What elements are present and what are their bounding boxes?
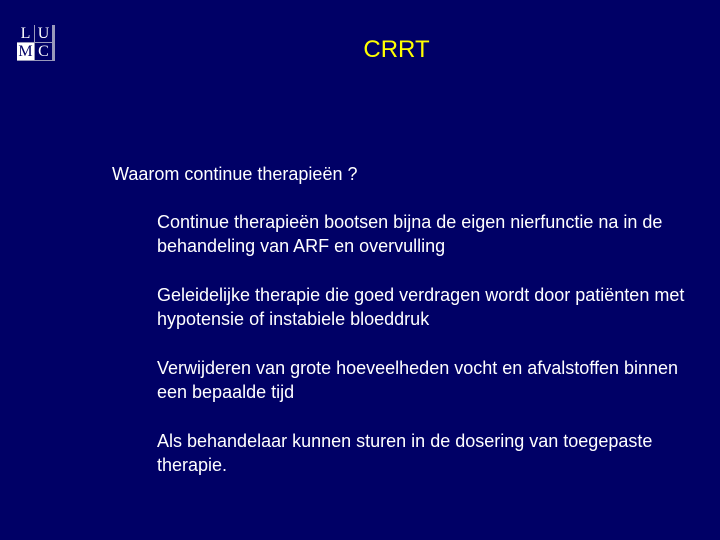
slide-title: CRRT xyxy=(363,36,430,63)
bullet-item: Als behandelaar kunnen sturen in de dosering van toegepaste therapie. xyxy=(157,431,653,475)
logo-letter-u: U xyxy=(35,25,52,42)
logo-letter-c: C xyxy=(35,43,52,60)
logo-letter-m: M xyxy=(18,43,33,60)
bullet-item: Geleidelijke therapie die goed verdragen wordt door patiënten met hypotensie of instabiele bloeddruk xyxy=(157,285,685,329)
bullet-list xyxy=(157,210,692,502)
slide-heading: Waarom continue therapieën ? xyxy=(112,164,358,184)
bullet-item: Continue therapieën bootsen bijna de eigen nierfunctie na in de behandeling van ARF en overvulling xyxy=(157,212,663,256)
bullet-item: Verwijderen van grote hoeveelheden vocht en afvalstoffen binnen een bepaalde tijd xyxy=(157,358,679,402)
logo-letter-l: L xyxy=(17,25,34,42)
